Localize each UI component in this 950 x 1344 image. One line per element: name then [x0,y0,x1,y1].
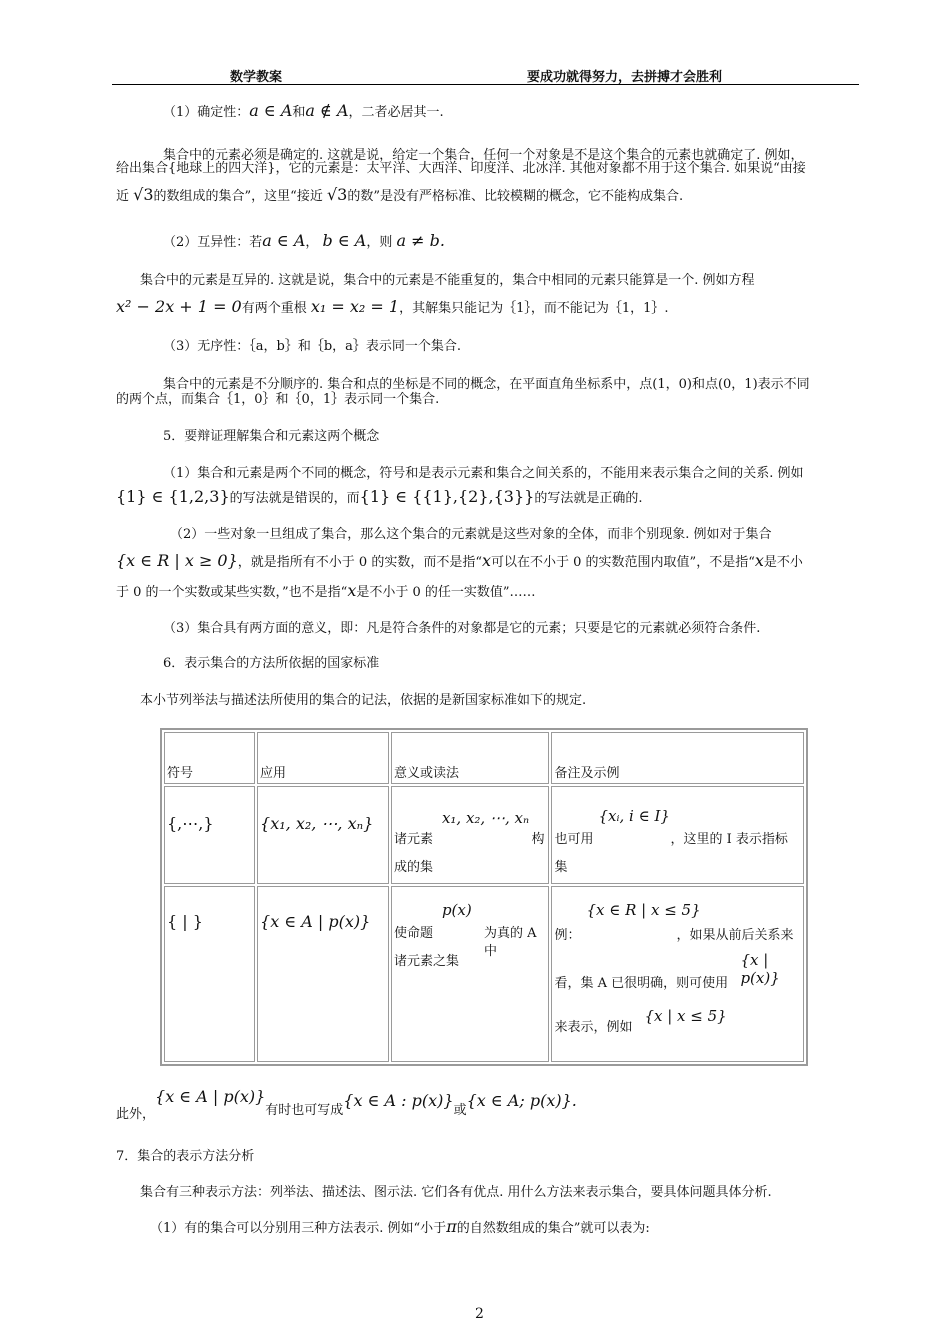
determinacy-para-2: 给出集合{地球上的四大洋}，它的元素是：太平洋、大西洋、印度洋、北冰洋. 其他对象都不用于这个集合. 如果说“由接 [116,161,806,176]
table-header-cell: 符号 [164,732,255,784]
table-cell-symbol: { | } [164,886,255,1062]
header-title: 数学教案 [230,70,283,85]
notation-standard-table [160,728,808,1066]
table-cell-meaning: x₁, x₂, ⋯, xₙ 诸元素 构 成的集 [391,786,550,884]
alt-notation-line: 此外，{x ∈ A | p(x)}有时也可写成{x ∈ A : p(x)}或{x ∈ A; p(x)}. [116,1087,577,1122]
distinctness-line: （2）互异性：若a ∈ A， b ∈ A，则 a ≠ b. [163,231,445,250]
whole-para-3: 于 0 的一个实数或某些实数，”也不是指“x是不小于 0 的任一实数值”…… [116,581,536,600]
table-header-cell: 备注及示例 [551,732,804,784]
concept-para-1: （1）集合和元素是两个不同的概念，符号和是表示元素和集合之间关系的，不能用来表示集合之间的关系. 例如 [163,466,804,481]
table-row [164,786,804,884]
table-row [164,886,804,1062]
distinctness-para-2: x² − 2x + 1 = 0有两个重根 x₁ = x₂ = 1，其解集只能记为｛1｝，而不能记为｛1，1｝. [116,297,669,316]
whole-para-2: {x ∈ R | x ≥ 0}，就是指所有不小于 0 的实数，而不是指“x可以在不小于 0 的实数范围内取值”，不是指“x是不小 [116,551,803,570]
determinacy-para-1: 集合中的元素必须是确定的. 这就是说，给定一个集合，任何一个对象是不是这个集合的元素也就确定了. 例如， [163,148,804,163]
concept-para-2: {1} ∈ {1,2,3}的写法就是错误的，而{1} ∈ {{1},{2},{3}}的写法就是正确的. [116,487,643,506]
section-5-heading: 5．要辩证理解集合和元素这两个概念 [163,429,380,444]
table-cell-meaning: p(x) 使命题 为真的 A 中 诸元素之集 [391,886,550,1062]
header-motto: 要成功就得努力，去拼搏才会胜利 [527,70,723,85]
example-line: （1）有的集合可以分别用三种方法表示. 例如“小于π的自然数组成的集合”就可以表为: [150,1217,650,1236]
unordered-para-2: 的两个点，而集合｛1，0｝和｛0，1｝表示同一个集合. [116,392,440,407]
page-header [112,64,859,85]
table-cell-note: {x ∈ R | x ≤ 5} 例： ，如果从前后关系来 {x | p(x)} 看，集 A 已很明确，则可使用 {x | x ≤ 5} 来表示，例如 [551,886,804,1062]
table-header-row [164,732,804,784]
determinacy-line: （1）确定性：a ∈ A和a ∉ A，二者必居其一. [163,101,444,120]
whole-para-1: （2）一些对象一旦组成了集合，那么这个集合的元素就是这些对象的全体，而非个别现象. 例如对于集合 [170,527,772,542]
table-cell-symbol: {,⋯,} [164,786,255,884]
table-cell-application: {x₁, x₂, ⋯, xₙ} [257,786,389,884]
determinacy-para-3: 近 √3的数组成的集合”，这里“接近 √3的数”是没有严格标准、比较模糊的概念，它不能构成集合. [116,185,684,204]
section-6-heading: 6．表示集合的方法所依据的国家标准 [163,656,380,671]
table-cell-note: {xᵢ, i ∈ I} 也可用 ，这里的 I 表示指标 集 [551,786,804,884]
distinctness-para-1: 集合中的元素是互异的. 这就是说，集合中的元素是不能重复的，集合中相同的元素只能算是一个. 例如方程 [140,273,755,288]
table-header-cell: 意义或读法 [391,732,550,784]
table-cell-application: {x ∈ A | p(x)} [257,886,389,1062]
table-header-cell: 应用 [257,732,389,784]
meaning-line: （3）集合具有两方面的意义，即：凡是符合条件的对象都是它的元素；只要是它的元素就必须符合条件. [163,621,761,636]
methods-para: 集合有三种表示方法：列举法、描述法、图示法. 它们各有优点. 用什么方法来表示集合，要具体问题具体分析. [140,1185,772,1200]
unordered-line: （3）无序性：｛a，b｝和｛b，a｝表示同一个集合. [163,339,462,354]
standard-intro: 本小节列举法与描述法所使用的集合的记法，依据的是新国家标准如下的规定. [140,693,587,708]
page-number: 2 [475,1306,484,1322]
unordered-para-1: 集合中的元素是不分顺序的. 集合和点的坐标是不同的概念，在平面直角坐标系中，点(1，0)和点(0，1)表示不同 [163,377,810,392]
section-7-heading: 7．集合的表示方法分析 [116,1149,255,1164]
